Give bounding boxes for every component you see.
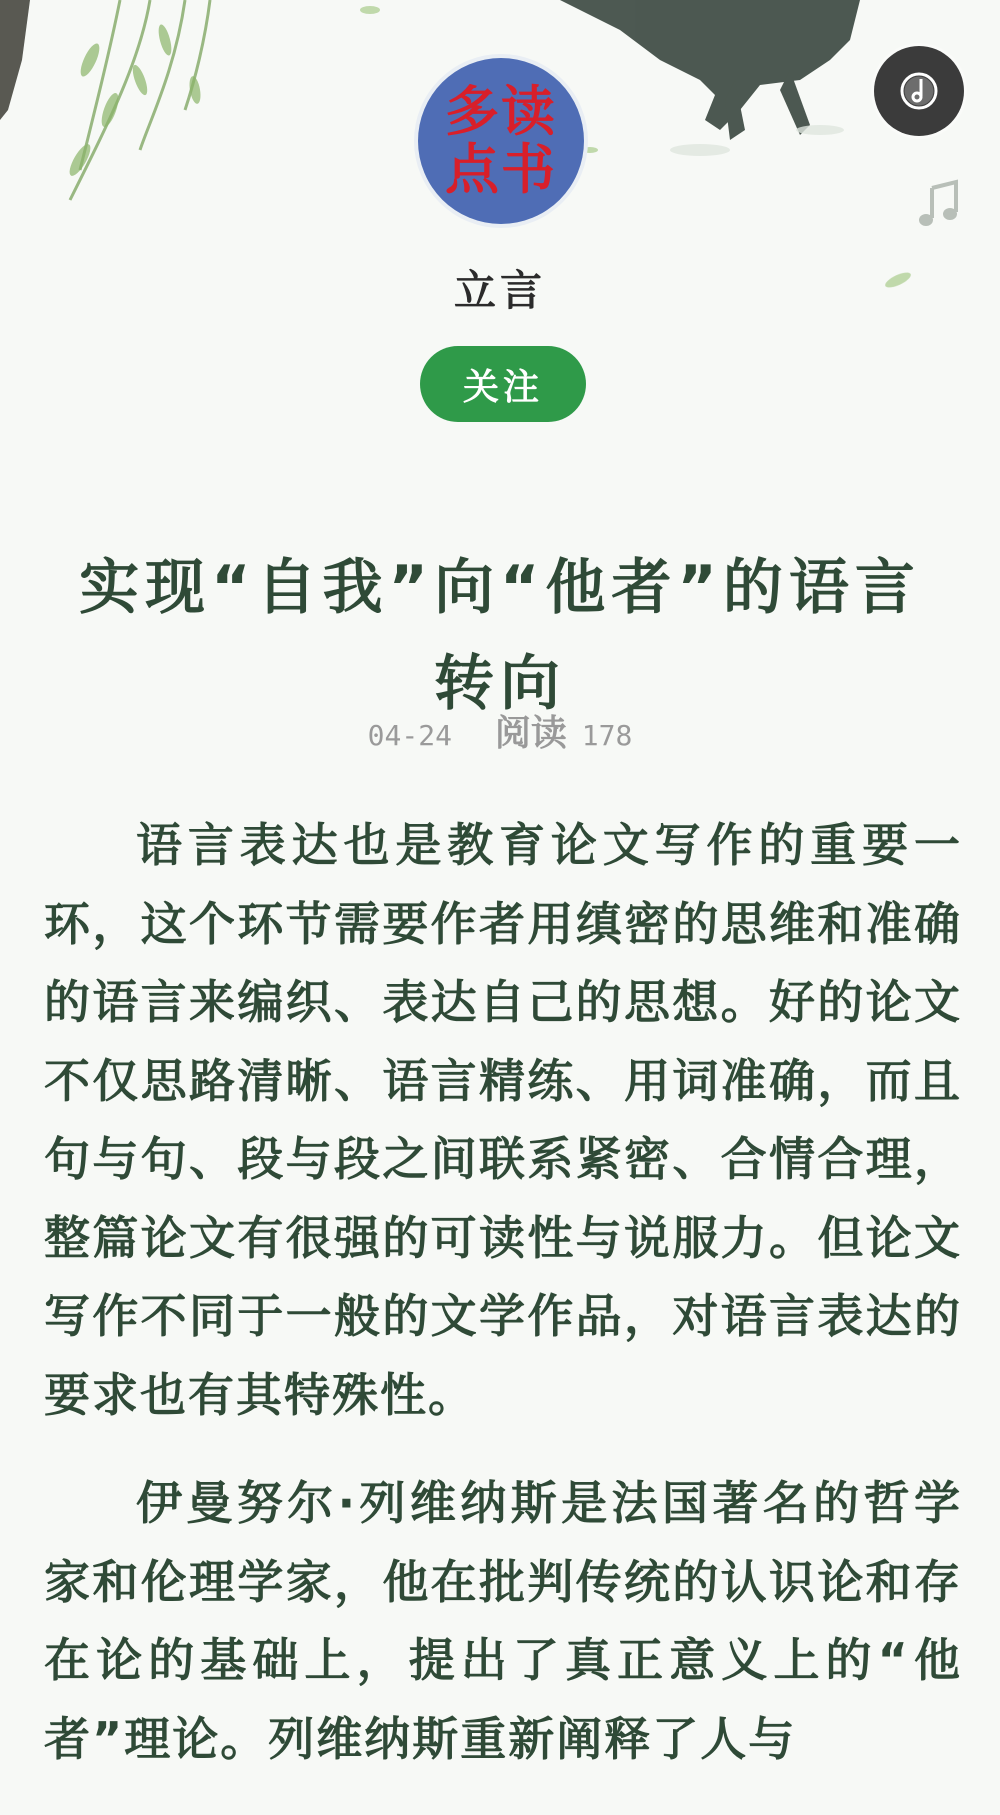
reads-label: 阅读 <box>494 713 567 754</box>
article-body <box>44 806 962 1808</box>
author-name[interactable]: 立言 <box>453 266 546 315</box>
account-avatar[interactable] <box>418 58 584 224</box>
follow-button[interactable]: 关注 <box>420 346 586 422</box>
article-meta <box>0 705 1000 756</box>
avatar-text-line2: 点书 <box>445 138 557 201</box>
paragraph: 伊曼努尔·列维纳斯是法国著名的哲学家和伦理学家，他在批判传统的认识论和存在论的基础上，提出了真正意义上的“他者”理论。列维纳斯重新阐释了人与 <box>44 1476 962 1766</box>
reads-count: 178 <box>581 719 633 752</box>
music-note-icon <box>916 178 962 230</box>
article-title: 实现“自我”向“他者”的语言转向 <box>79 553 921 720</box>
music-toggle-button[interactable] <box>874 46 964 136</box>
paragraph: 语言表达也是教育论文写作的重要一环，这个环节需要作者用缜密的思维和准确的语言来编织、表达自己的思想。好的论文不仅思路清晰、语言精练、用词准确，而且句与句、段与段之间联系紧密、合情合理，整篇论文有很强的可读性与说服力。但论文写作不同于一般的文学作品，对语言表达的要求也有其特殊性。 <box>44 818 962 1422</box>
avatar-text-line1: 多读 <box>445 80 557 143</box>
publish-date: 04-24 <box>367 719 452 752</box>
music-disc-icon <box>894 66 944 116</box>
